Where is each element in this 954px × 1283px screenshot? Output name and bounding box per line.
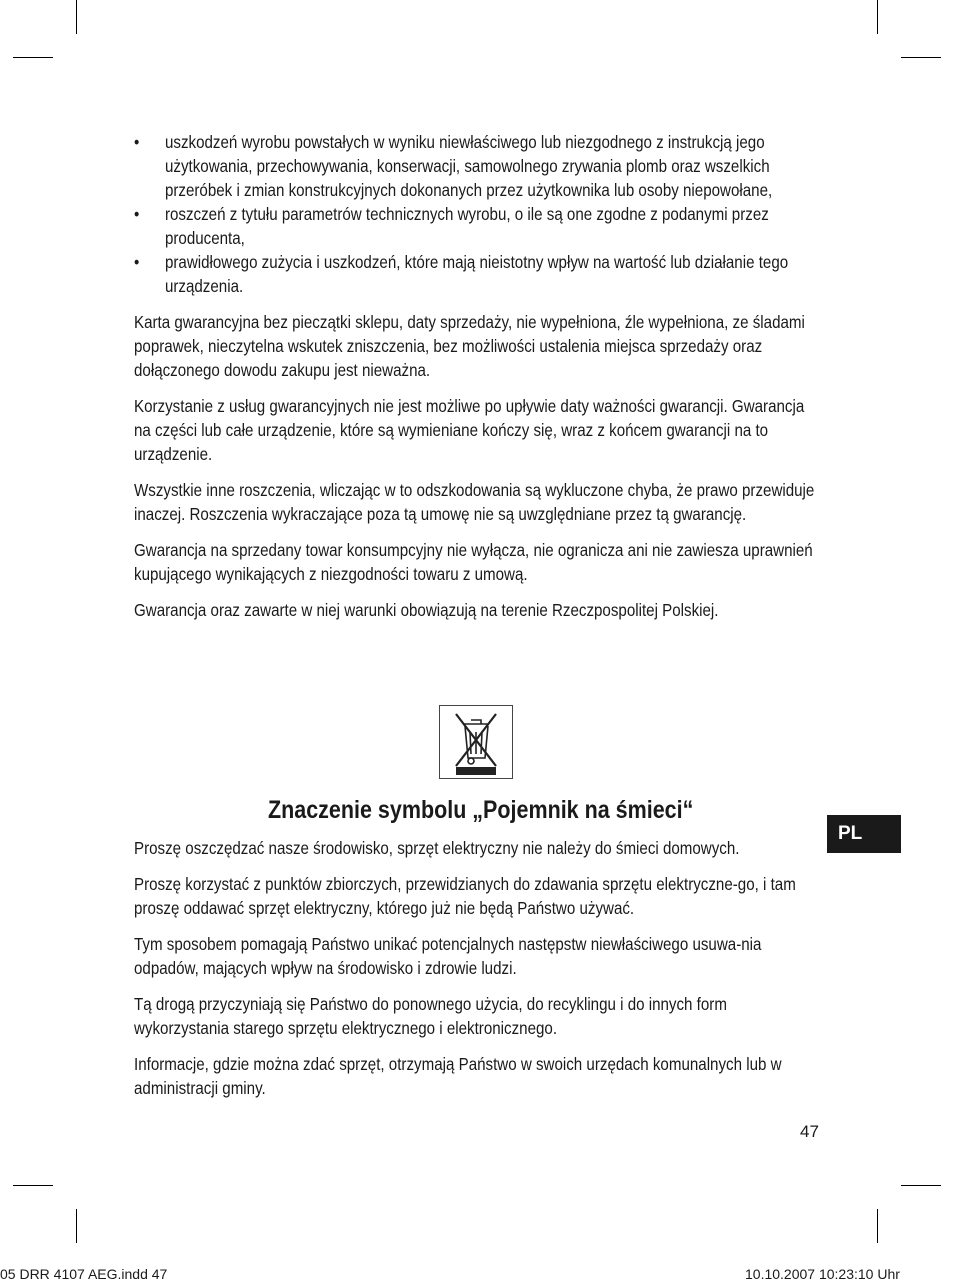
- paragraph: Tą drogą przyczyniają się Państwo do ponownego użycia, do recyklingu i do innych form wykorzystania starego sprzętu elektrycznego i elektronicznego.: [134, 994, 727, 1038]
- crop-mark: [877, 0, 878, 34]
- paragraph: Korzystanie z usług gwarancyjnych nie jest możliwe po upływie daty ważności gwarancji. Gwarancja na części lub całe urządzenie, które są wymieniane kończy się, wraz z końcem gwarancji na to urządzenie.: [134, 396, 805, 464]
- footer-file-info: 05 DRR 4107 AEG.indd 47: [0, 1266, 168, 1282]
- paragraph: Wszystkie inne roszczenia, wliczając w to odszkodowania są wykluczone chyba, że prawo przewiduje inaczej. Roszczenia wykraczające poza tą umowę nie są uwzględniane przez tą gwarancję.: [134, 480, 815, 524]
- page-number: 47: [800, 1122, 819, 1141]
- footer-timestamp: 10.10.2007 10:23:10 Uhr: [745, 1266, 900, 1282]
- paragraph: Informacje, gdzie można zdać sprzęt, otrzymają Państwo w swoich urzędach komunalnych lub w administracji gminy.: [134, 1054, 782, 1098]
- section-heading: Znaczenie symbolu „Pojemnik na śmieci“: [268, 796, 694, 824]
- paragraph: Gwarancja oraz zawarte w niej warunki obowiązują na terenie Rzeczpospolitej Polskiej.: [134, 600, 719, 620]
- warranty-section: [134, 130, 824, 622]
- crop-mark: [76, 1209, 77, 1243]
- list-item: • roszczeń z tytułu parametrów technicznych wyrobu, o ile są one zgodne z podanymi przez producenta,: [134, 202, 824, 250]
- exclusions-list: [134, 130, 824, 298]
- paragraph: Proszę korzystać z punktów zbiorczych, przewidzianych do zdawania sprzętu elektryczne-go, i tam proszę oddawać sprzęt elektryczny, którego już nie będą Państwo używać.: [134, 874, 796, 918]
- crop-mark: [13, 57, 53, 58]
- crop-mark: [901, 57, 941, 58]
- crop-mark: [901, 1185, 941, 1186]
- list-item: • prawidłowego zużycia i uszkodzeń, które mają nieistotny wpływ na wartość lub działanie tego urządzenia.: [134, 250, 824, 298]
- paragraph: Karta gwarancyjna bez pieczątki sklepu, daty sprzedaży, nie wypełniona, źle wypełniona, ze śladami poprawek, nieczytelna wskutek zniszczenia, bez możliwości ustalenia miejsca sprzedaży oraz dołączonego dowodu zakupu jest nieważna.: [134, 312, 805, 380]
- language-tab: PL: [827, 815, 901, 853]
- crop-mark: [877, 1209, 878, 1243]
- crop-mark: [76, 0, 77, 34]
- crop-mark: [13, 1185, 53, 1186]
- paragraph: Gwarancja na sprzedany towar konsumpcyjny nie wyłącza, nie ogranicza ani nie zawiesza uprawnień kupującego wynikających z niezgodności towaru z umową.: [134, 540, 813, 584]
- disposal-section: [134, 836, 936, 1100]
- paragraph: Proszę oszczędzać nasze środowisko, sprzęt elektryczny nie należy do śmieci domowych.: [134, 838, 740, 858]
- crossed-out-wheelie-bin-icon: [439, 705, 513, 779]
- list-item: • uszkodzeń wyrobu powstałych w wyniku niewłaściwego lub niezgodnego z instrukcją jego użytkowania, przechowywania, konserwacji, samowolnego zrywania plomb oraz wszelkich przeróbek i zmian konstrukcyjnych dokonanych przez użytkownika lub osoby niepowołane,: [134, 130, 824, 202]
- paragraph: Tym sposobem pomagają Państwo unikać potencjalnych następstw niewłaściwego usuwa-nia odpadów, mających wpływ na środowisko i zdrowie ludzi.: [134, 934, 762, 978]
